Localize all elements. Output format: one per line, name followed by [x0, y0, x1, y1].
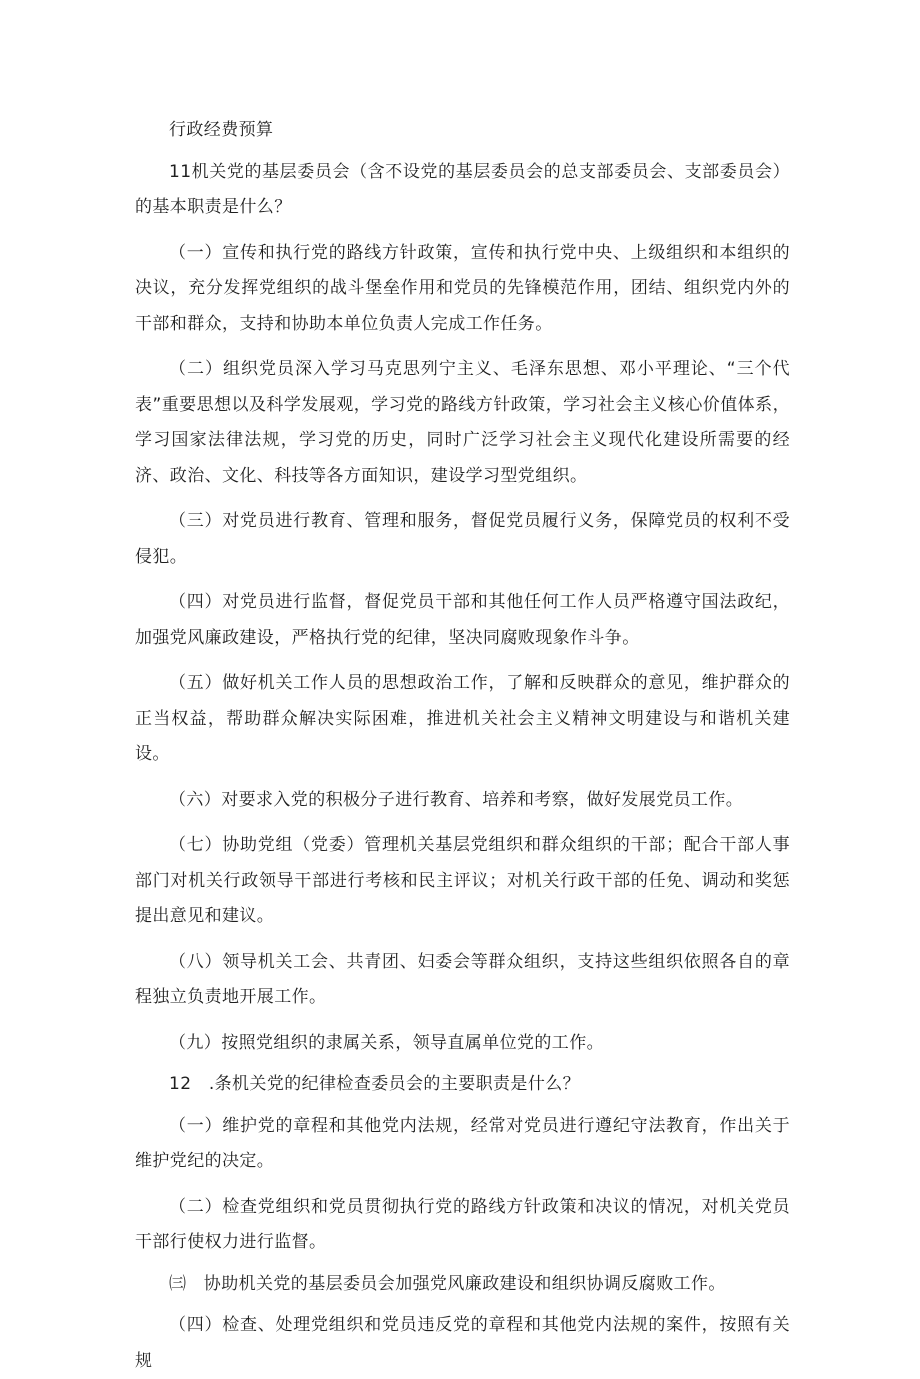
paragraph-item-7: （七）协助党组（党委）管理机关基层党组织和群众组织的干部；配合干部人事部门对机关行政领导干部进行考核和民主评议；对机关行政干部的任免、调动和奖惩提出意见和建议。: [135, 835, 790, 926]
paragraph-item-2: （二）组织党员深入学习马克思列宁主义、毛泽东思想、邓小平理论、“三个代表”重要思想以及科学发展观，学习党的路线方针政策，学习社会主义核心价值体系，学习国家法律法规，学习党的历史，同时广泛学习社会主义现代化建设所需要的经济、政治、文化、科技等各方面知识，建设学习型党组织。: [135, 359, 790, 486]
paragraph-item-5: （五）做好机关工作人员的思想政治工作，了解和反映群众的意见，维护群众的正当权益，帮助群众解决实际困难，推进机关社会主义精神文明建设与和谐机关建设。: [135, 673, 790, 764]
paragraph-item-6: （六）对要求入党的积极分子进行教育、培养和考察，做好发展党员工作。: [169, 789, 744, 810]
document-body: [135, 113, 790, 1379]
question-11: 11机关党的基层委员会（含不设党的基层委员会的总支部委员会、支部委员会）的基本职责是什么？: [135, 161, 790, 217]
question-12: 12 .条机关党的纪律检查委员会的主要职责是什么？: [169, 1074, 581, 1094]
paragraph-item-3: （三）对党员进行教育、管理和服务，督促党员履行义务，保障党员的权利不受侵犯。: [135, 511, 790, 567]
paragraph-item-4: （四）对党员进行监督，督促党员干部和其他任何工作人员严格遵守国法政纪，加强党风廉政建设，严格执行党的纪律，坚决同腐败现象作斗争。: [135, 592, 790, 648]
paragraph-discipline-3: ㈢ 协助机关党的基层委员会加强党风廉政建设和组织协调反腐败工作。: [169, 1273, 726, 1294]
paragraph-item-9: （九）按照党组织的隶属关系，领导直属单位党的工作。: [169, 1032, 604, 1053]
paragraph-discipline-2: （二）检查党组织和党员贯彻执行党的路线方针政策和决议的情况，对机关党员干部行使权力进行监督。: [135, 1196, 790, 1252]
paragraph-discipline-1: （一）维护党的章程和其他党内法规，经常对党员进行遵纪守法教育，作出关于维护党纪的决定。: [135, 1115, 790, 1171]
paragraph-item-8: （八）领导机关工会、共青团、妇委会等群众组织，支持这些组织依照各自的章程独立负责地开展工作。: [135, 951, 790, 1007]
paragraph-discipline-4: （四）检查、处理党组织和党员违反党的章程和其他党内法规的案件，按照有关规: [135, 1315, 790, 1371]
paragraph-item-1: （一）宣传和执行党的路线方针政策，宣传和执行党中央、上级组织和本组织的决议，充分发挥党组织的战斗堡垒作用和党员的先锋模范作用，团结、组织党内外的干部和群众，支持和协助本单位负责人完成工作任务。: [135, 242, 790, 334]
paragraph-heading-budget: 行政经费预算: [169, 120, 274, 140]
